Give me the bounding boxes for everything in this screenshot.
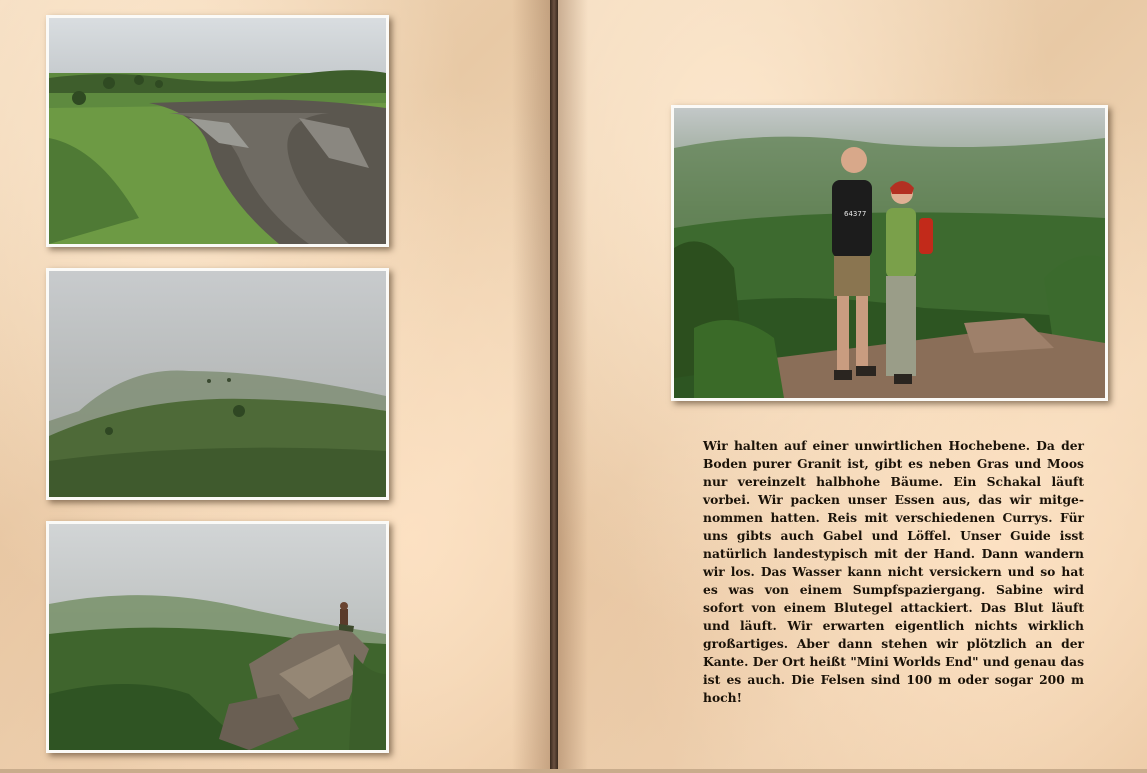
couple-at-worlds-end-photo — [671, 105, 1108, 401]
book-gutter — [550, 0, 558, 773]
story-text: Wir halten auf einer unwirtlichen Hochebene. Da der Boden purer Granit ist, gibt es neben Gras und Moos nur vereinzelt halbhohe Bäume. Ein Schakal läuft vorbei. Wir packen unser Essen aus, das wir mitge-nommen hatten. Reis mit verschiedenen Currys. Für uns gibts auch Gabel und Löffel. Unser Guide isst natürlich landestypisch mit der Hand. Dann wandern wir los. Das Wasser kann nicht versickern und so hat es was von einem Sumpfspaziergang. Sabine wird sofort von einem Blutegel attackiert. Das Blut läuft und läuft. Wir erwarten eigentlich nichts wirklich großartiges. Aber dann stehen wir plötzlich an der Kante. Der Ort heißt "Mini Worlds End" und genau das ist es auch. Die Felsen sind 100 m oder sogar 200 m hoch! — [703, 438, 1084, 705]
highland-stream-photo — [46, 15, 389, 247]
misty-cliff-hiker-photo — [46, 521, 389, 753]
svg-text:64377: 64377 — [844, 210, 867, 218]
right-page — [558, 0, 1147, 773]
page-bottom-edge — [0, 769, 1147, 773]
left-page — [0, 0, 552, 773]
foggy-hill-photo — [46, 268, 389, 500]
